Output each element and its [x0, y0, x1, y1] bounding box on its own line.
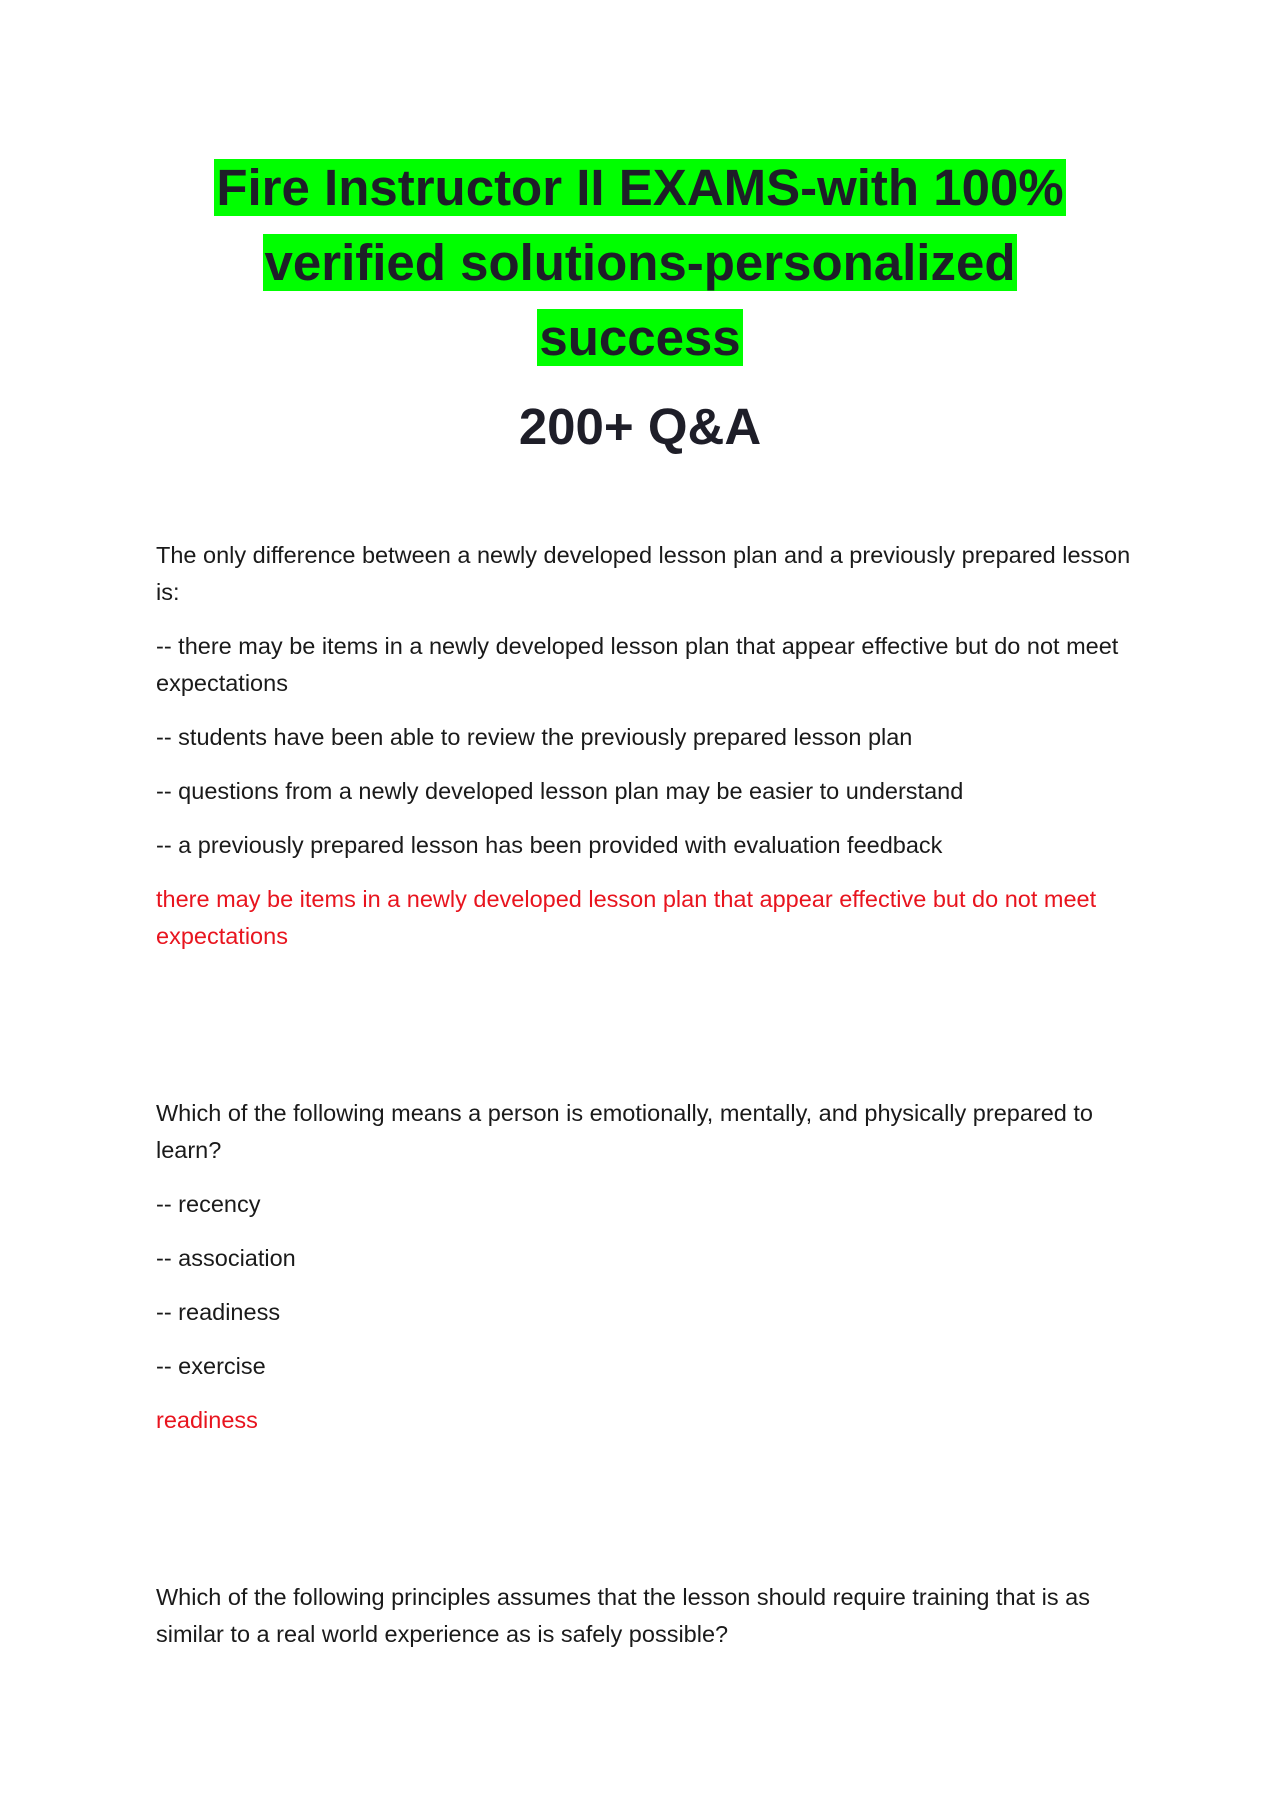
- question-block-1: [156, 537, 1136, 955]
- option-item: -- there may be items in a newly developed lesson plan that appear effective but do not meet expectations: [156, 633, 1119, 696]
- question-block-3: [156, 1579, 1136, 1653]
- qa-content: [156, 537, 1136, 1670]
- option-item: -- recency: [156, 1191, 261, 1217]
- title-line-3: success: [539, 309, 741, 366]
- question-text: Which of the following means a person is emotionally, mentally, and physically prepared to learn?: [156, 1100, 1093, 1163]
- document-title: [0, 150, 1280, 375]
- question-text: Which of the following principles assumes that the lesson should require training that is as similar to a real world experience as is safely possible?: [156, 1584, 1090, 1647]
- question-block-2: [156, 1095, 1136, 1439]
- option-item: -- a previously prepared lesson has been provided with evaluation feedback: [156, 832, 943, 858]
- option-item: -- questions from a newly developed lesson plan may be easier to understand: [156, 778, 964, 804]
- option-item: -- exercise: [156, 1353, 266, 1379]
- document-subtitle: 200+ Q&A: [518, 398, 762, 455]
- title-line-2: verified solutions-personalized: [264, 234, 1016, 291]
- option-item: -- students have been able to review the previously prepared lesson plan: [156, 724, 913, 750]
- answer-text: there may be items in a newly developed lesson plan that appear effective but do not meet expectations: [156, 886, 1097, 949]
- title-line-1: Fire Instructor II EXAMS-with 100%: [216, 159, 1064, 216]
- title-block: [0, 150, 1280, 457]
- option-item: -- association: [156, 1245, 296, 1271]
- question-text: The only difference between a newly developed lesson plan and a previously prepared lesson is:: [156, 542, 1131, 605]
- option-item: -- readiness: [156, 1299, 281, 1325]
- answer-text: readiness: [156, 1407, 258, 1433]
